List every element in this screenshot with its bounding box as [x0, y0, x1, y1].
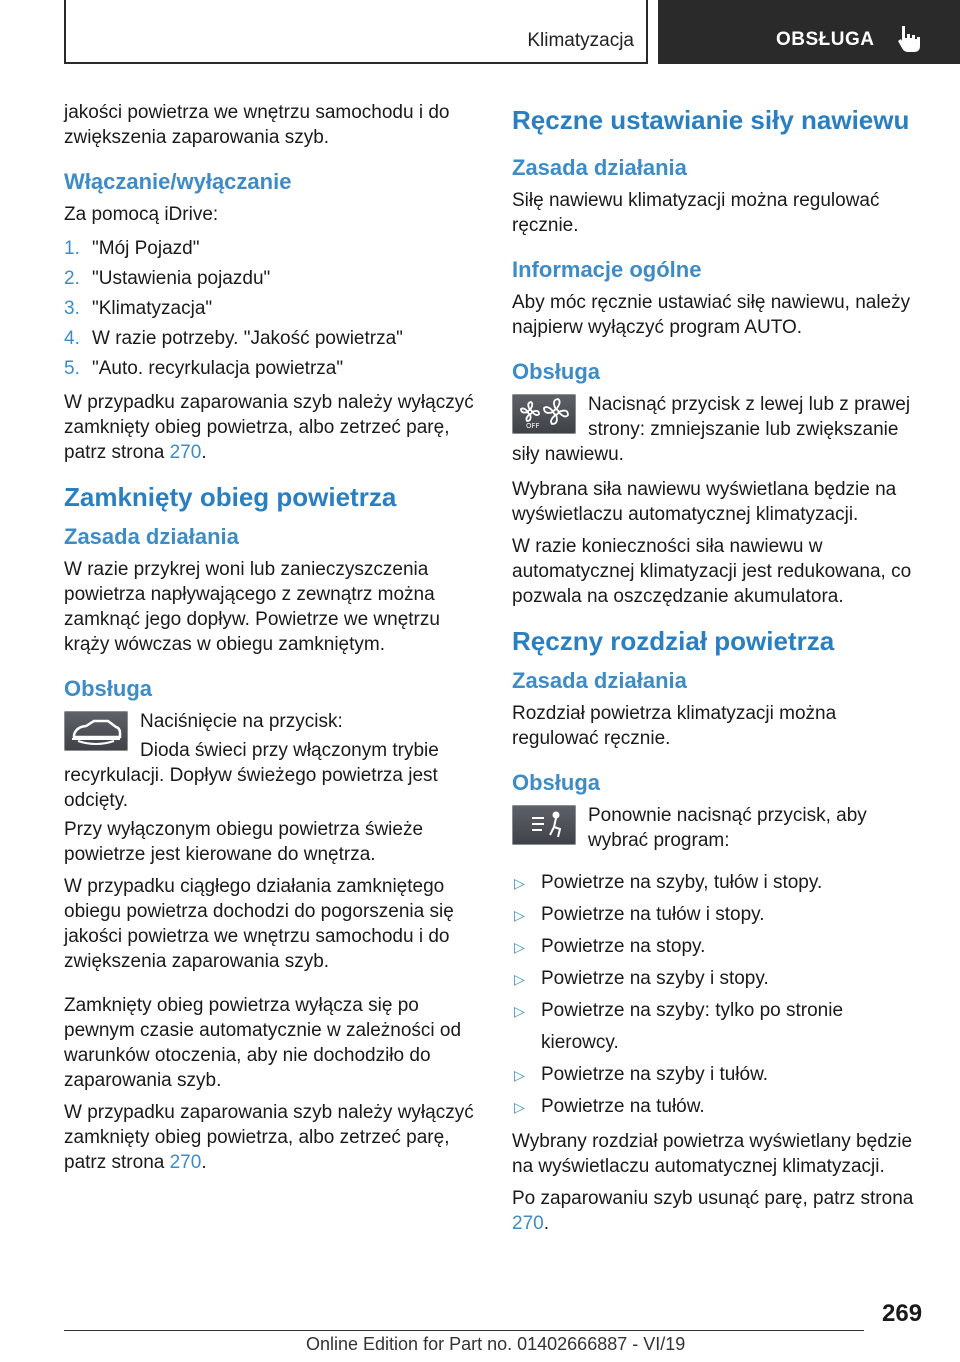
- header-section-title: Klimatyzacja: [527, 30, 634, 51]
- triangle-bullet-icon: ▷: [514, 1067, 525, 1083]
- general-text: Aby móc ręcznie ustawiać siłę nawiewu, należy najpierw wyłączyć program AUTO.: [512, 292, 911, 338]
- step-item: 4. W razie potrzeby. "Jakość powietrza": [64, 328, 403, 349]
- dist-press-text: Ponownie nacisnąć przycisk, aby wybrać program:: [588, 805, 867, 851]
- heading-distribution: Ręczny rozdział powietrza: [512, 626, 835, 656]
- triangle-bullet-icon: ▷: [514, 939, 525, 955]
- svg-text:OFF: OFF: [526, 422, 540, 430]
- fog-note-3: Po zaparowaniu szyb usunąć parę, patrz strona 270.: [512, 1188, 914, 1234]
- heading-principle: Zasada działania: [512, 668, 687, 693]
- heading-operation: Obsługa: [512, 359, 601, 384]
- right-column: [512, 100, 926, 1243]
- heading-principle: Zasada działania: [512, 155, 687, 180]
- off-note: Przy wyłączonym obiegu powietrza świeże powietrze jest kierowane do wnętrza.: [64, 819, 424, 865]
- heading-general: Informacje ogólne: [512, 257, 702, 282]
- program-list: [512, 867, 926, 1123]
- fog-note-1: W przypadku zaparowania szyb należy wyłączyć zamknięty obieg powietrza, albo zetrzeć parę, patrz strona 270.: [64, 392, 474, 463]
- footer-edition: Online Edition for Part no. 01402666887 - VI/19: [306, 1334, 686, 1354]
- heading-closed-circulation: Zamknięty obieg powietrza: [64, 482, 397, 512]
- page-ref-link[interactable]: 270: [169, 442, 202, 463]
- page-number: 269: [882, 1300, 923, 1327]
- triangle-bullet-icon: ▷: [514, 907, 525, 923]
- heading-operation: Obsługa: [512, 770, 601, 795]
- heading-operation: Obsługa: [64, 676, 153, 701]
- step-item: 3. "Klimatyzacja": [64, 298, 213, 319]
- idrive-text: Za pomocą iDrive:: [64, 204, 219, 225]
- continuous-note: W przypadku ciągłego działania zamkniętego obiegu powietrza dochodzi do pogorszenia się jakości powietrza we wnętrzu samochodu i do zwiększenia zaparowania szyb.: [64, 876, 454, 972]
- footer-divider: [64, 1330, 864, 1331]
- list-item: ▷ Powietrze na tułów.: [512, 1091, 926, 1123]
- step-item: 5. "Auto. recyrkulacja powietrza": [64, 358, 344, 379]
- blower-reduce-text: W razie konieczności siła nawiewu w automatycznej klimatyzacji jest redukowana, co pozwala na oszczędzanie akumulatora.: [512, 536, 912, 607]
- triangle-bullet-icon: ▷: [514, 1099, 525, 1115]
- dist-operation: [512, 803, 926, 863]
- triangle-bullet-icon: ▷: [514, 1003, 525, 1019]
- list-item: ▷ Powietrze na szyby i tułów.: [512, 1059, 926, 1091]
- led-text: Dioda świeci przy włączonym trybie recyrkulacji. Dopływ świeżego powietrza jest odcięty.: [64, 740, 439, 811]
- principle-text: W razie przykrej woni lub zanieczyszczenia powietrza napływającego z zewnątrz można zamknąć jego dopływ. Powietrze we wnętrzu krąży wówczas w obiegu zamkniętym.: [64, 559, 440, 655]
- step-item: 1. "Mój Pojazd": [64, 238, 200, 259]
- list-item: ▷ Powietrze na szyby i stopy.: [512, 963, 926, 995]
- pointing-hand-icon: [896, 24, 924, 54]
- recirc-operation: [64, 709, 478, 813]
- blower-display-text: Wybrana siła nawiewu wyświetlana będzie na wyświetlaczu automatycznej klimatyzacji.: [512, 479, 897, 525]
- auto-off-note: Zamknięty obieg powietrza wyłącza się po pewnym czasie automatycznie w zależności od warunków otoczenia, aby nie dochodziło do zaparowania szyb.: [64, 995, 462, 1091]
- list-item: ▷ Powietrze na szyby, tułów i stopy.: [512, 867, 926, 899]
- air-distribution-icon: [512, 805, 576, 845]
- press-text: Naciśnięcie na przycisk:: [140, 711, 343, 732]
- list-item: ▷ Powietrze na tułów i stopy.: [512, 899, 926, 931]
- dist-principle-text: Rozdział powietrza klimatyzacji można regulować ręcznie.: [512, 703, 837, 749]
- left-column: [64, 100, 478, 1182]
- recirculation-car-icon: [64, 711, 128, 751]
- heading-blower: Ręczne ustawianie siły nawiewu: [512, 105, 910, 135]
- heading-principle: Zasada działania: [64, 524, 239, 549]
- intro-text: jakości powietrza we wnętrzu samochodu i do zwiększenia zaparowania szyb.: [64, 102, 450, 148]
- blower-principle-text: Siłę nawiewu klimatyzacji można regulować ręcznie.: [512, 190, 880, 236]
- page-ref-link[interactable]: 270: [169, 1152, 202, 1173]
- list-item: ▷ Powietrze na stopy.: [512, 931, 926, 963]
- triangle-bullet-icon: ▷: [514, 971, 525, 987]
- header-chapter-tab: [658, 0, 960, 64]
- header-chapter-title: OBSŁUGA: [776, 29, 875, 50]
- list-item: ▷ Powietrze na szyby: tylko po stronie kierowcy.: [512, 995, 926, 1059]
- page-ref-link[interactable]: 270: [512, 1213, 544, 1234]
- heading-on-off: Włączanie/wyłączanie: [64, 169, 292, 194]
- header-section-box: [64, 0, 648, 64]
- idrive-steps: [64, 234, 478, 384]
- blower-operation: [512, 392, 926, 467]
- blower-press-text: Nacisnąć przycisk z lewej lub z prawej strony: zmniejszanie lub zwiększanie siły nawiewu.: [512, 394, 911, 465]
- fan-off-icon: [512, 394, 576, 434]
- triangle-bullet-icon: ▷: [514, 875, 525, 891]
- fog-note-2: W przypadku zaparowania szyb należy wyłączyć zamknięty obieg powietrza, albo zetrzeć parę, patrz strona 270.: [64, 1102, 474, 1173]
- dist-display-text: Wybrany rozdział powietrza wyświetlany będzie na wyświetlaczu automatycznej klimatyzacji.: [512, 1131, 913, 1177]
- step-item: 2. "Ustawienia pojazdu": [64, 268, 271, 289]
